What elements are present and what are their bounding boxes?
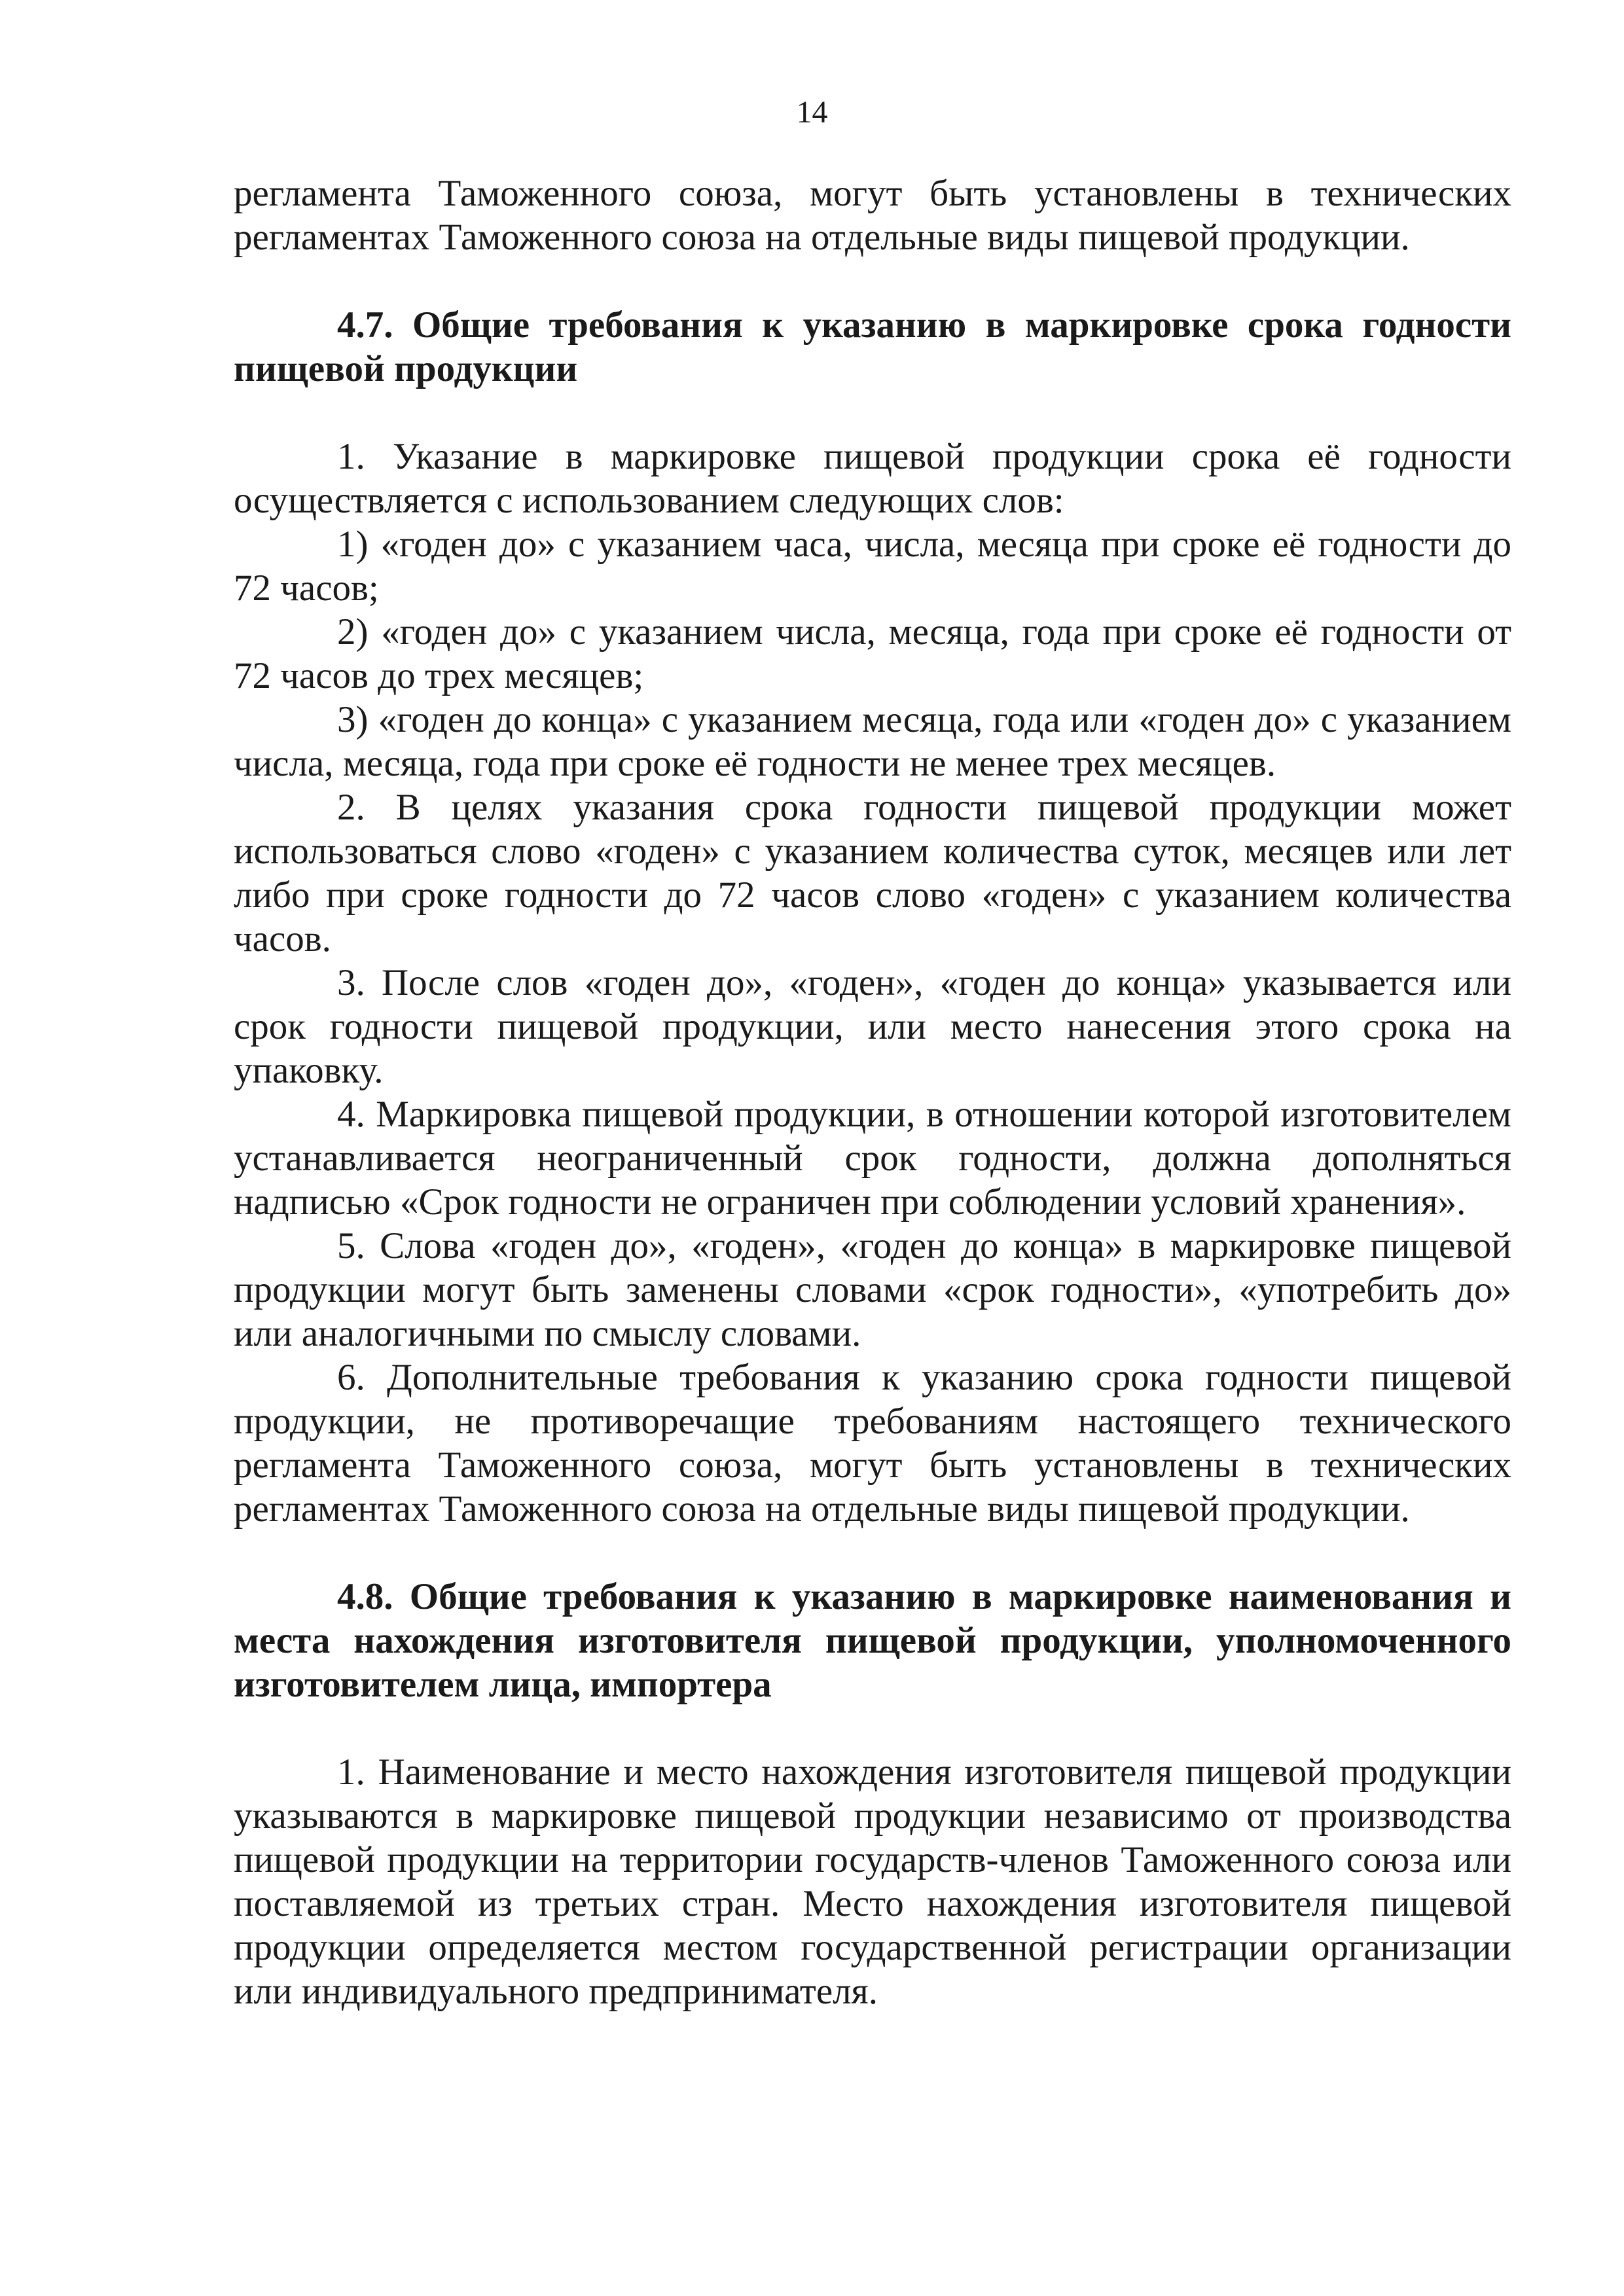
section-4-7-paragraph: 5. Слова «годен до», «годен», «годен до конца» в маркировке пищевой продукции могут быть заменены словами «срок годности», «употребить до» или аналогичными по смыслу словами.	[234, 1225, 1511, 1354]
section-title-4-8: 4.8. Общие требования к указанию в маркировке наименования и места нахождения изготовителя пищевой продукции, уполномоченного изготовителем лица, импортера	[234, 1576, 1511, 1705]
section-4-7-paragraph: 2) «годен до» с указанием числа, месяца, года при сроке её годности от 72 часов до трех месяцев;	[234, 611, 1511, 696]
section-4-7-paragraph: 1) «годен до» с указанием часа, числа, месяца при сроке её годности до 72 часов;	[234, 524, 1511, 609]
intro-paragraph: регламента Таможенного союза, могут быть установлены в технических регламентах Таможенного союза на отдельные виды пищевой продукции.	[234, 173, 1511, 258]
section-title-4-7: 4.7. Общие требования к указанию в маркировке срока годности пищевой продукции	[234, 304, 1511, 389]
section-4-8-paragraph: 1. Наименование и место нахождения изготовителя пищевой продукции указываются в маркировке пищевой продукции независимо от производства пищевой продукции на территории государств-членов Таможенного союза или поставляемой из третьих стран. Место нахождения изготовителя пищевой продукции определяется местом государственной регистрации организации или индивидуального предпринимателя.	[234, 1751, 1511, 2012]
section-4-7-paragraph: 1. Указание в маркировке пищевой продукции срока её годности осуществляется с использованием следующих слов:	[234, 436, 1511, 521]
section-4-7-paragraph: 3) «годен до конца» с указанием месяца, года или «годен до» с указанием числа, месяца, года при сроке её годности не менее трех месяцев.	[234, 699, 1511, 784]
page-number: 14	[796, 95, 828, 130]
section-4-7-paragraph: 6. Дополнительные требования к указанию срока годности пищевой продукции, не противоречащие требованиям настоящего технического регламента Таможенного союза, могут быть установлены в технических регламентах Таможенного союза на отдельные виды пищевой продукции.	[234, 1357, 1511, 1530]
document-body	[234, 171, 1511, 2013]
section-4-7-paragraph: 2. В целях указания срока годности пищевой продукции может использоваться слово «годен» с указанием количества суток, месяцев или лет либо при сроке годности до 72 часов слово «годен» с указанием количества часов.	[234, 787, 1511, 960]
section-4-7-paragraph: 3. После слов «годен до», «годен», «годен до конца» указывается или срок годности пищевой продукции, или место нанесения этого срока на упаковку.	[234, 962, 1511, 1091]
section-4-7-paragraph: 4. Маркировка пищевой продукции, в отношении которой изготовителем устанавливается неограниченный срок годности, должна дополняться надписью «Срок годности не ограничен при соблюдении условий хранения».	[234, 1094, 1511, 1223]
